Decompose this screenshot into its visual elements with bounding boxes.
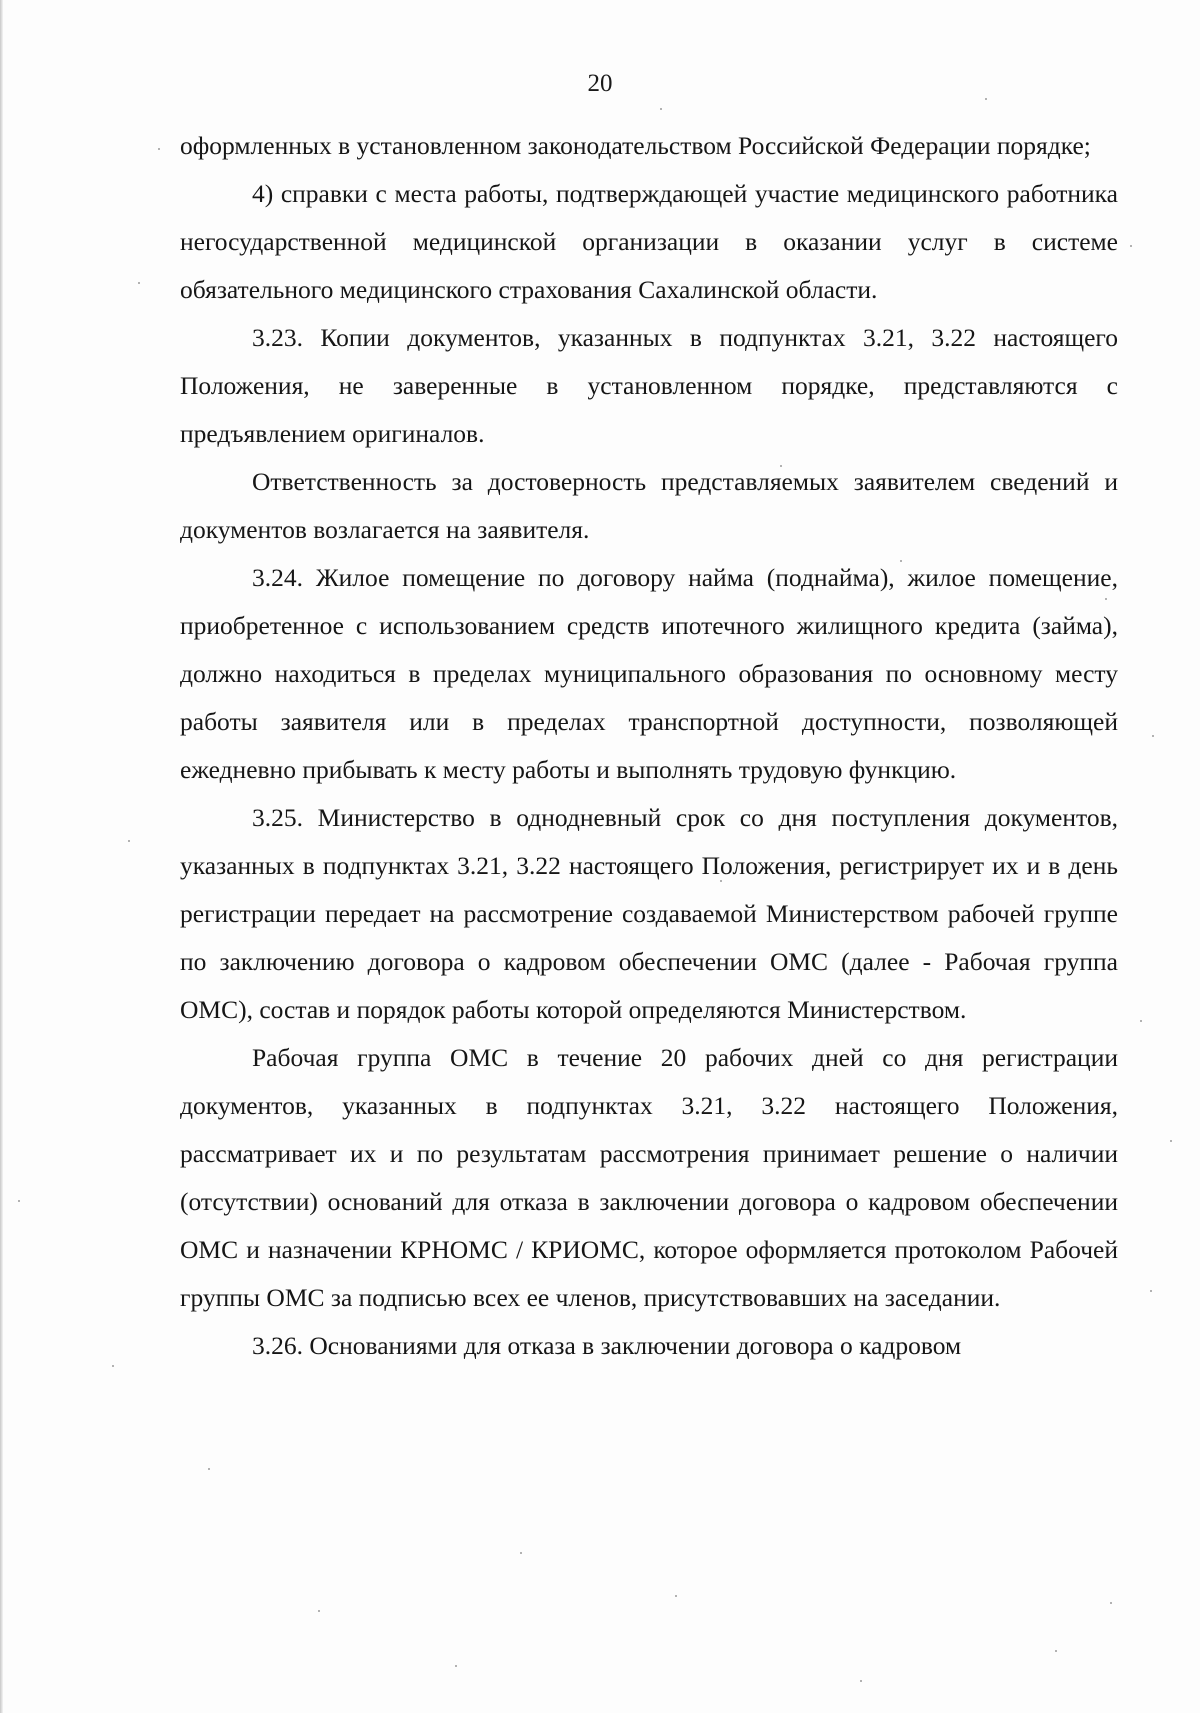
scan-speck	[520, 1552, 522, 1554]
scan-speck	[318, 1610, 320, 1612]
paragraph-working-group: Рабочая группа ОМС в течение 20 рабочих дней со дня регистрации документов, указанных в подпунктах 3.21, 3.22 настоящего Положения, рассматривает их и по результатам рассмотрения принимает решение о наличии (отсутствии) оснований для отказа в заключении договора о кадровом обеспечении ОМС и назначении КРНОМС / КРИОМС, которое оформляется протоколом Рабочей группы ОМС за подписью всех ее членов, присутствовавших на заседании.	[180, 1043, 1118, 1312]
scan-speck	[208, 1468, 210, 1470]
scan-edge	[0, 0, 3, 1713]
document-body	[180, 122, 1118, 1370]
scan-speck	[1170, 1140, 1172, 1142]
paragraph-3-25: 3.25. Министерство в однодневный срок со дня поступления документов, указанных в подпунктах 3.21, 3.22 настоящего Положения, регистрирует их и в день регистрации передает на рассмотрение создаваемой Министерством рабочей группе по заключению договора о кадровом обеспечении ОМС (далее - Рабочая группа ОМС), состав и порядок работы которой определяются Министерством.	[180, 803, 1118, 1024]
scan-speck	[675, 1595, 677, 1597]
scan-speck	[112, 1365, 114, 1367]
scan-speck	[1055, 1650, 1057, 1652]
scan-speck	[128, 840, 130, 842]
paragraph-3-24: 3.24. Жилое помещение по договору найма (поднайма), жилое помещение, приобретенное с использованием средств ипотечного жилищного кредита (займа), должно находиться в пределах муниципального образования по основному месту работы заявителя или в пределах транспортной доступности, позволяющей ежедневно прибывать к месту работы и выполнять трудовую функцию.	[180, 563, 1118, 784]
scan-speck	[158, 148, 160, 150]
scan-speck	[1140, 1020, 1142, 1022]
scan-speck	[1150, 1290, 1152, 1292]
paragraph-item-4: 4) справки с места работы, подтверждающей участие медицинского работника негосударственной медицинской организации в оказании услуг в системе обязательного медицинского страхования Сахалинской области.	[180, 179, 1118, 304]
scan-speck	[660, 108, 662, 110]
scan-speck	[780, 465, 782, 467]
paragraph-3-26: 3.26. Основаниями для отказа в заключении договора о кадровом	[252, 1331, 962, 1360]
scan-speck	[720, 880, 722, 882]
scan-speck	[900, 560, 902, 562]
page-number: 20	[587, 70, 613, 97]
paragraph-3-23: 3.23. Копии документов, указанных в подпунктах 3.21, 3.22 настоящего Положения, не заверенные в установленном порядке, представляются с предъявлением оригиналов.	[180, 323, 1118, 448]
paragraph-responsibility: Ответственность за достоверность представляемых заявителем сведений и документов возлагается на заявителя.	[180, 467, 1118, 544]
scan-speck	[1130, 245, 1132, 247]
scan-speck	[455, 1665, 457, 1667]
scan-speck	[985, 98, 987, 100]
scan-speck	[1152, 735, 1154, 737]
scan-speck	[1105, 598, 1107, 600]
scan-speck	[18, 1200, 20, 1202]
scan-speck	[1110, 1602, 1112, 1604]
paragraph-continuation: оформленных в установленном законодательством Российской Федерации порядке;	[180, 131, 1091, 160]
scan-speck	[138, 282, 140, 284]
scan-speck	[860, 1680, 862, 1682]
